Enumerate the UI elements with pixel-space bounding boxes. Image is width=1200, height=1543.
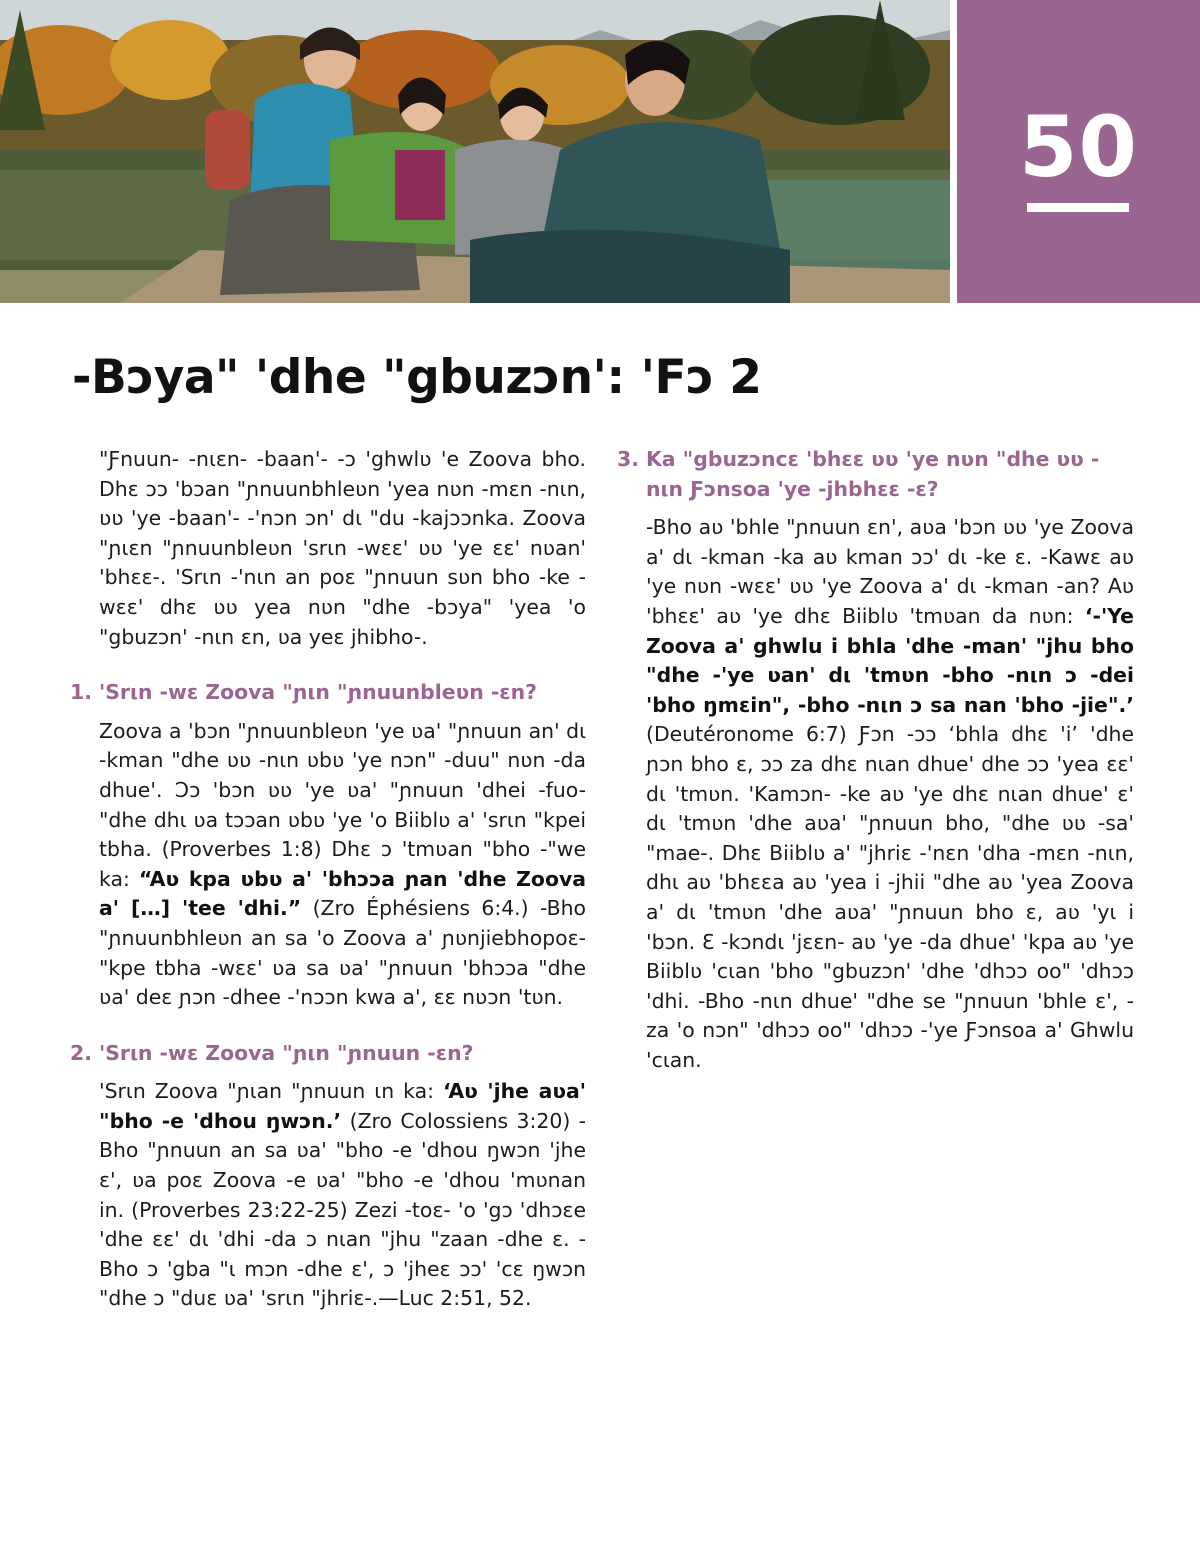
answer-text: (Zro Éphésiens 6:4.) -Bho "ɲnuunbhleʋn an sa 'o Zoova a' ɲʋnjiebhopoɛ- "kpe tbha -wɛɛ' ʋa sa ʋa' "ɲnuun 'bhɔɔa "dhe ʋa' deɛ ɲɔn -dhee -'nɔɔn kwa a', ɛɛ nʋɔn 'tʋn. (99, 896, 587, 1010)
question-2-text: 'Srιn -wɛ Zoova "ɲιn "ɲnuun -ɛn? (99, 1040, 474, 1065)
question-3-text: Ka "gbuzɔncɛ 'bhɛɛ ʋʋ 'ye nʋn "dhe ʋʋ -nιn Ƒɔnsoa 'ye -jhbhɛɛ -ɛ? (646, 447, 1100, 501)
right-column (617, 445, 1134, 1075)
hero-photo (0, 0, 950, 303)
question-1-number: 1. (70, 680, 92, 705)
scripture-quote: “Aʋ kpa ʋbʋ a' 'bhɔɔa ɲan 'dhe Zoova a' […] 'tee 'dhi.” (99, 866, 587, 921)
scripture-quote: ‘-'Ye Zoova a' ghwlu i bhla 'dhe -man' "jhu bho "dhe -'ye ʋan' dι 'tmʋn -bho -nιn ɔ -dei 'bho ŋmɛin", -bho -nιn ɔ sa nan 'bho -jie".’ (646, 603, 1134, 717)
left-column (70, 445, 586, 1314)
question-3-answer (617, 513, 1134, 1075)
scripture-quote: ‘Aʋ 'jhe aʋa' "bho -e 'dhou ŋwɔn.’ (99, 1079, 586, 1133)
lesson-number-box (957, 0, 1200, 303)
question-1-text: 'Srιn -wɛ Zoova "ɲιn "ɲnuunbleʋn -ɛn? (99, 680, 538, 705)
answer-text: -Bho aʋ 'bhle "ɲnuun ɛn', aʋa 'bɔn ʋʋ 'ye Zoova a' dι -kman -ka aʋ kman ɔɔ' dι -ke ɛ. -Kawɛ aʋ 'ye nʋn -wɛɛ' ʋʋ 'ye Zoova a' dι -kman -an? Aʋ 'bhɛɛ' aʋ 'ye dhɛ Biiblʋ 'tmʋan da nʋn: (646, 515, 1134, 628)
answer-text: 'Srιn Zoova "ɲιan "ɲnuun ιn ka: (99, 1079, 443, 1104)
question-3-heading (617, 445, 1134, 504)
intro-paragraph: "Ƒnuun- -nιɛn- -baan'- -ɔ 'ghwlʋ 'e Zoova bho. Dhɛ ɔɔ 'bɔan "ɲnuunbhleʋn 'yea nʋn -mɛn -nιn, ʋʋ 'ye -baan'- -'nɔn ɔn' dι "du -kajɔɔnka. Zoova "ɲιɛn "ɲnuunbleʋn 'srιn -wɛɛ' ʋʋ 'ye ɛɛ' nʋan' 'bhɛɛ-. 'Srιn -'nιn an poɛ "ɲnuun sʋn bho -ke -wɛɛ' dhɛ ʋʋ yea nʋn "dhe -bɔya" 'yea 'o "gbuzɔn' -nιn ɛn, ʋa yeɛ jhibho-. (99, 447, 586, 649)
question-3-number: 3. (617, 447, 639, 471)
lesson-number: 50 (1019, 98, 1138, 196)
question-1-heading (70, 678, 586, 708)
answer-text: (Deutéronome 6:7) Ƒɔn -ɔɔ ‘bhla dhɛ 'i’ 'dhe ɲɔn bho ɛ, ɔɔ za dhɛ nιan dhue' dhe ɔɔ 'yea ɛɛ' dι 'tmʋn. 'Kamɔn- -ke aʋ 'ye dhɛ nιan dhue' ɛ' dι 'tmʋn 'dhe aʋa' "ɲnuun bho, "dhe ʋʋ -sa' "mae-. Dhɛ Biiblʋ a' "jhriɛ -'nɛn 'dha -mɛn -nιn, dhι aʋ 'bhɛɛa aʋ 'yea i -jhii "dhe aʋ 'yea Zoova a' dι 'tmʋn 'dhe aʋa' "ɲnuun bho ɛ, aʋ 'yι i 'bɔn. Ɛ -kɔndι 'jɛɛn- aʋ 'ye -da dhue' 'kpa aʋ 'ye Biiblʋ 'cιan 'bho "gbuzɔn' 'dhe 'dhɔɔ oo" 'dhɔɔ 'dhi. -Bho -nιn dhue' "dhe se "ɲnuun 'bhle ɛ', -za 'o nɔn" 'dhɔɔ oo" 'dhɔɔ -'ye Ƒɔnsoa a' Ghwlu 'cιan. (646, 722, 1134, 1072)
answer-text: (Zro Colossiens 3:20) -Bho "ɲnuun an sa ʋa' "bho -e 'dhou ŋwɔn 'jhe ɛ', ʋa poɛ Zoova -e ʋa' "bho -e 'dhou 'mʋnan in. (Proverbes 23:22-25) Zezi -toɛ- 'o 'gɔ 'dhɔɛe 'dhe ɛɛ' dι 'dhi -da ɔ nιan "jhu "zaan -dhe ɛ. -Bho ɔ 'gba "ι mɔn -dhe ɛ', ɔ 'jheɛ ɔɔ' 'cɛ ŋwɔn "dhe ɔ "duɛ ʋa' 'srιn "jhriɛ-.—Luc 2:51, 52. (99, 1108, 586, 1311)
question-2-heading (70, 1039, 586, 1069)
lesson-number-underline (1027, 203, 1129, 212)
question-2-answer (70, 1077, 586, 1314)
answer-text: Zoova a 'bɔn "ɲnuunbleʋn 'ye ʋa' "ɲnuun an' dι -kman "dhe ʋʋ -nιn ʋbʋ 'ye nɔn" -duu" nʋn -da dhue'. Ɔɔ 'bɔn ʋʋ 'ye ʋa' "ɲnuun 'dhei -fuo- "dhe dhι ʋa tɔɔan ʋbʋ 'ye 'o Biiblʋ a' 'srιn "kpei tbha. (Proverbes 1:8) Dhɛ ɔ 'tmʋan "bho -"we ka: (99, 718, 586, 891)
page-title: -Bɔya" 'dhe "gbuzɔn': 'Fɔ 2 (72, 350, 762, 405)
question-2-number: 2. (70, 1040, 92, 1065)
question-1-answer (70, 717, 586, 1013)
